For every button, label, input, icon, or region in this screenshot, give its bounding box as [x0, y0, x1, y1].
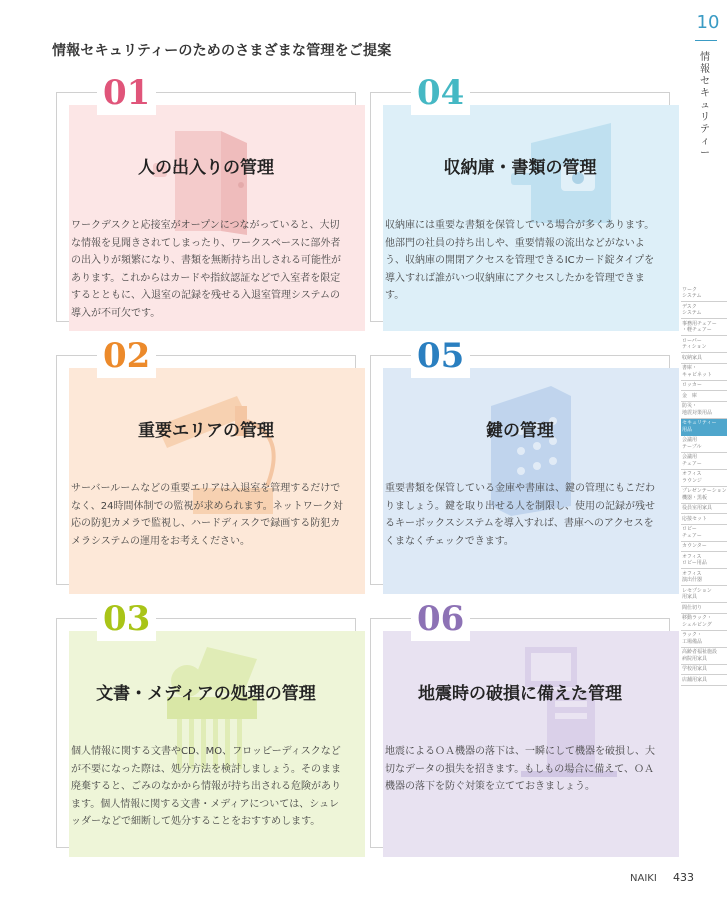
side-index-item[interactable]: セキュリティー 用品 — [681, 419, 727, 436]
card-number: 04 — [411, 71, 470, 115]
side-index-item[interactable]: ロビー チェアー — [681, 525, 727, 542]
card-body: 個人情報に関する文書やCD、MO、フロッピーディスクなどが不要になった際は、処分方法を検討しましょう。そのまま廃棄すると、ごみのなかから情報が持ち出される危険があります。個人情報に関する文書・メディアについては、シュレッダーなどで細断して処分することをおすすめします。 — [71, 746, 341, 827]
side-index-item[interactable]: 役員室用家具 — [681, 504, 727, 515]
side-index — [681, 285, 727, 686]
side-index-item[interactable]: 収納家具 — [681, 353, 727, 364]
side-index-item[interactable]: プレゼンテーション 機器・黒板 — [681, 487, 727, 504]
card-03 — [56, 599, 356, 848]
card-title: 人の出入りの管理 — [138, 158, 274, 178]
card-02 — [56, 336, 356, 585]
side-index-item[interactable]: 事務用チェアー ・軽チェアー — [681, 319, 727, 336]
side-index-item[interactable]: ワーク システム — [681, 285, 727, 302]
card-title: 地震時の破損に備えた管理 — [418, 684, 622, 704]
side-index-item[interactable]: レセプション 用家具 — [681, 586, 727, 603]
card-body: 重要書類を保管している金庫や書庫は、鍵の管理にもこだわりましょう。鍵を取り出せる人を制限し、使用の記録が残せるキーボックスシステムを導入すれば、書庫へのアクセスをくまなくチェックできます。 — [385, 483, 655, 547]
side-index-item[interactable]: 会議用 チェアー — [681, 453, 727, 470]
card-number: 06 — [411, 597, 470, 641]
page-heading: 情報セキュリティーのためのさまざまな管理をご提案 — [52, 43, 392, 59]
side-index-item[interactable]: 防災・ 地震対策用品 — [681, 402, 727, 419]
card-number: 05 — [411, 334, 470, 378]
side-index-item[interactable]: オフィス ラウンジ — [681, 470, 727, 487]
side-index-item[interactable]: 会議用 テーブル — [681, 436, 727, 453]
card-body: 収納庫には重要な書類を保管している場合が多くあります。他部門の社員の持ち出しや、重要情報の流出などがないよう、収納庫の開閉アクセスを管理できるICカード錠タイプを導入すれば誰がいつ収納庫にアクセスしたかを管理できます。 — [385, 220, 655, 301]
card-title: 収納庫・書類の管理 — [443, 158, 597, 178]
card-04 — [370, 73, 670, 322]
side-index-item[interactable]: 金 庫 — [681, 391, 727, 402]
card-01 — [56, 73, 356, 322]
side-index-item[interactable]: ラック・ 工場備品 — [681, 631, 727, 648]
side-index-item[interactable]: カウンター — [681, 542, 727, 553]
side-index-item[interactable]: 応接セット — [681, 514, 727, 525]
footer-brand: NAIKI — [630, 873, 657, 884]
card-body: サーバールームなどの重要エリアは入退室を管理するだけでなく、24時間体制での監視が求められます。ネットワーク対応の防犯カメラで監視し、ハードディスクで録画する防犯カメラシステムの運用をお考えください。 — [71, 483, 343, 547]
card-title: 鍵の管理 — [486, 421, 554, 441]
card-number: 03 — [97, 597, 156, 641]
side-index-item[interactable]: 高齢者福祉施設 病院用家具 — [681, 648, 727, 665]
card-05 — [370, 336, 670, 585]
side-index-item[interactable]: 移動ラック・ シェルビング — [681, 614, 727, 631]
footer-page-number: 433 — [673, 871, 694, 884]
card-body: ワークデスクと応接室がオープンにつながっていると、大切な情報を見聞きされてしまったり、ワークスペースに部外者の出入りが頻繁になり、書類を無断持ち出しされる可能性があります。これからはカードや指紋認証などで入室者を限定するとともに、入退室の記録を残せる入退室管理システムの導入が不可欠です。 — [71, 220, 341, 319]
side-index-item[interactable]: 間仕切り — [681, 603, 727, 614]
side-index-item[interactable]: オフィス 演出什器 — [681, 569, 727, 586]
side-index-item[interactable]: 店舗用家具 — [681, 675, 727, 686]
side-index-item[interactable]: ロッカー — [681, 381, 727, 392]
chapter-divider — [695, 40, 717, 41]
side-index-item[interactable]: デスク システム — [681, 302, 727, 319]
chapter-number: 10 — [696, 12, 720, 33]
card-number: 01 — [97, 71, 156, 115]
card-title: 重要エリアの管理 — [138, 421, 274, 441]
card-body: 地震によるＯＡ機器の落下は、一瞬にして機器を破損し、大切なデータの損失を招きます。もしもの場合に備えて、ＯＡ機器の落下を防ぐ対策を立てておきましょう。 — [385, 746, 655, 792]
side-index-item[interactable]: オフィス ロビー用品 — [681, 552, 727, 569]
section-label: 情報セキュリティー — [700, 52, 710, 159]
side-index-item[interactable]: ローパー ティション — [681, 336, 727, 353]
side-index-item[interactable]: 書庫・ キャビネット — [681, 364, 727, 381]
card-number: 02 — [97, 334, 156, 378]
card-title: 文書・メディアの処理の管理 — [96, 684, 316, 704]
card-06 — [370, 599, 670, 848]
side-index-item[interactable]: 学校用家具 — [681, 665, 727, 676]
